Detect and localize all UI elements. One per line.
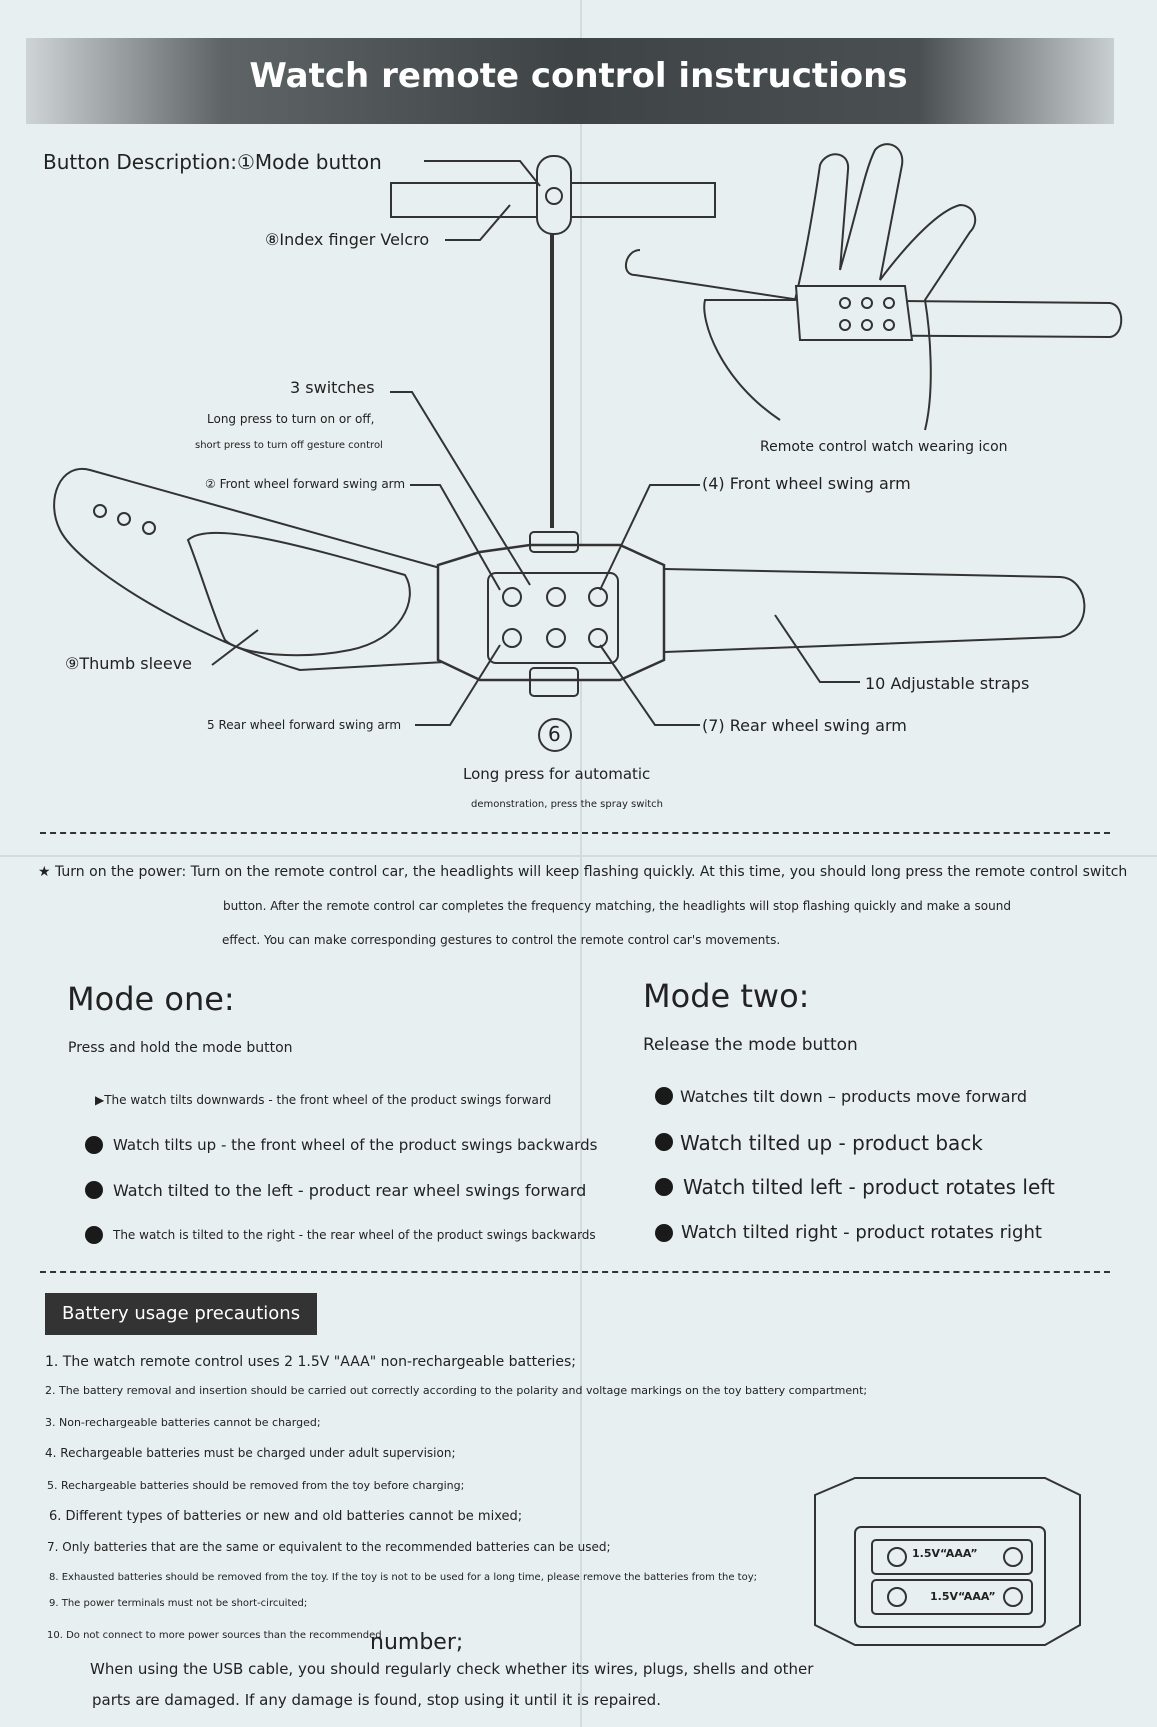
switches-note-2: short press to turn off gesture control (195, 440, 383, 451)
adjustable-straps-label: 10 Adjustable straps (865, 674, 1030, 693)
mode-two-subtitle: Release the mode button (643, 1035, 858, 1055)
auto-demo-label-2: demonstration, press the spray switch (471, 799, 663, 810)
mode-one-title: Mode one: (67, 980, 235, 1018)
battery-cell-label: 1.5V“AAA” (930, 1590, 996, 1603)
power-line-2: button. After the remote control car completes the frequency matching, the headlights will stop flashing quickly and make a sound (223, 899, 1011, 913)
mode-one-item: Watch tilted to the left - product rear wheel swings forward (113, 1181, 587, 1200)
mode-one-item: ▶The watch tilts downwards - the front wheel of the product swings forward (95, 1093, 552, 1107)
mode-one-item: The watch is tilted to the right - the rear wheel of the product swings backwards (113, 1228, 596, 1242)
mode-two-item: Watches tilt down – products move forward (680, 1087, 1028, 1106)
battery-item: 1. The watch remote control uses 2 1.5V "AAA" non-rechargeable batteries; (45, 1354, 576, 1370)
battery-cell-label: 1.5V“AAA” (912, 1547, 978, 1560)
wearing-icon-label: Remote control watch wearing icon (760, 439, 1008, 455)
button-description-label: Button Description:①Mode button (43, 150, 382, 174)
battery-item: 9. The power terminals must not be short-circuited; (49, 1598, 308, 1609)
auto-demo-label-1: Long press for automatic (463, 765, 651, 783)
mode-two-item: Watch tilted up - product back (680, 1131, 983, 1155)
bullet-icon (655, 1178, 673, 1196)
mode-button-icon (537, 156, 571, 234)
battery-header: Battery usage precautions (45, 1293, 317, 1335)
power-line-1: ★ Turn on the power: Turn on the remote control car, the headlights will keep flashing quickly. At this time, you should long press the remote control switch (38, 864, 1128, 880)
front-swing-label: (4) Front wheel swing arm (702, 474, 911, 493)
power-line-3: effect. You can make corresponding gestures to control the remote control car's movements. (222, 933, 781, 947)
thumb-sleeve-label: ⑨Thumb sleeve (65, 654, 193, 673)
divider (40, 832, 1110, 834)
battery-item: 8. Exhausted batteries should be removed from the toy. If the toy is not to be used for a long time, please remove the batteries from the toy; (49, 1572, 758, 1583)
right-strap-icon (665, 569, 1084, 652)
battery-item: 10. Do not connect to more power sources than the recommended (47, 1630, 382, 1641)
mode-one-subtitle: Press and hold the mode button (68, 1040, 293, 1056)
rear-swing-label: (7) Rear wheel swing arm (702, 716, 907, 735)
bullet-icon (655, 1087, 673, 1105)
mode-one-item: Watch tilts up - the front wheel of the product swings backwards (113, 1136, 598, 1154)
usb-line-1: When using the USB cable, you should regularly check whether its wires, plugs, shells and other (90, 1660, 814, 1678)
mode-two-title: Mode two: (643, 977, 810, 1015)
usb-line-2: parts are damaged. If any damage is found, stop using it until it is repaired. (92, 1691, 661, 1709)
number-word: number; (370, 1630, 464, 1655)
mode-two-item: Watch tilted right - product rotates right (681, 1222, 1042, 1243)
index-finger-label: ⑧Index finger Velcro (265, 230, 430, 249)
switches-note-1: Long press to turn on or off, (207, 412, 375, 426)
watch-body-icon (438, 545, 664, 680)
battery-item: 5. Rechargeable batteries should be removed from the toy before charging; (47, 1479, 465, 1492)
battery-item: 7. Only batteries that are the same or equivalent to the recommended batteries can be used; (47, 1540, 611, 1554)
battery-item: 4. Rechargeable batteries must be charged under adult supervision; (45, 1446, 456, 1460)
six-label: 6 (548, 722, 561, 746)
bullet-icon (85, 1136, 103, 1154)
bullet-icon (85, 1226, 103, 1244)
bullet-icon (655, 1133, 673, 1151)
battery-item: 6. Different types of batteries or new and old batteries cannot be mixed; (49, 1509, 523, 1524)
page-title: Watch remote control instructions (249, 56, 908, 96)
front-forward-label: ② Front wheel forward swing arm (205, 477, 406, 491)
battery-item: 3. Non-rechargeable batteries cannot be charged; (45, 1416, 321, 1429)
bullet-icon (655, 1224, 673, 1242)
rear-forward-label: 5 Rear wheel forward swing arm (207, 718, 402, 732)
divider (40, 1271, 1110, 1273)
switches-label: 3 switches (290, 378, 375, 397)
battery-item: 2. The battery removal and insertion should be carried out correctly according to the polarity and voltage markings on the toy battery compartment; (45, 1384, 868, 1397)
mode-two-item: Watch tilted left - product rotates left (683, 1175, 1055, 1199)
bullet-icon (85, 1181, 103, 1199)
